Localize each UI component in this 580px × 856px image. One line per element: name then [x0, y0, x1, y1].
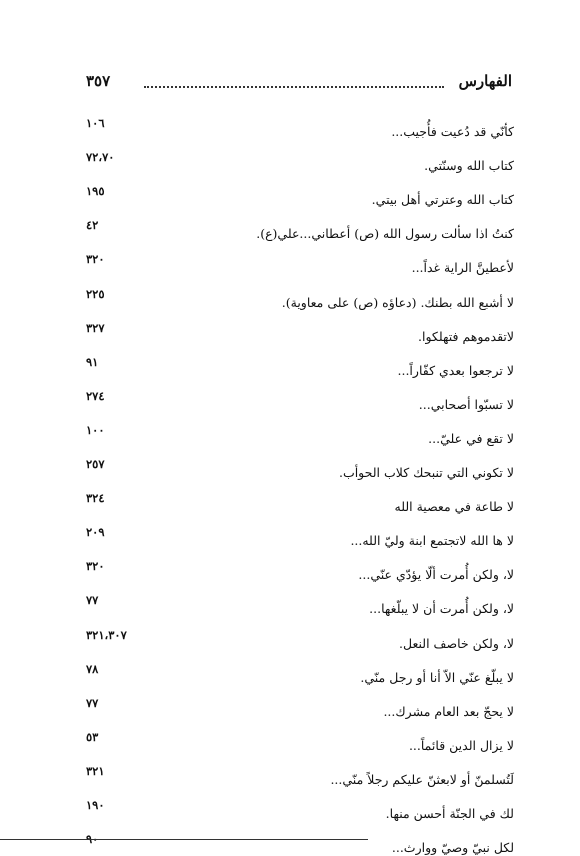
index-entry: [0, 764, 580, 788]
entry-page-number: ٣٢٧: [86, 320, 105, 335]
page-number: ٣٥٧: [86, 72, 111, 90]
entry-text: لأعطينَّ الراية غداً...: [411, 260, 514, 276]
index-entry: [0, 832, 580, 856]
entry-page-number: ٧٧: [86, 695, 99, 710]
entry-page-number: ٢٠٩: [86, 525, 105, 540]
entry-page-number: ١٩٥: [86, 184, 105, 199]
entry-page-number: ٣٢٠: [86, 252, 105, 267]
index-entry: [0, 593, 580, 617]
entry-text: لا، ولكن خاصف النعل.: [399, 635, 514, 651]
index-entry: [0, 287, 580, 311]
entry-page-number: ٣٢٠: [86, 559, 105, 574]
entry-text: لا يبلّغ عنّي الاّ أنا أو رجل منّي.: [360, 669, 514, 685]
index-entry: [0, 116, 580, 140]
entry-text: لا تكوني التي تنبحك كلاب الحوأب.: [338, 465, 514, 480]
entry-page-number: ٧٢،٧٠: [86, 150, 115, 165]
index-entry: [0, 321, 580, 345]
entry-text: لكل نبيّ وصيّ ووارث...: [391, 840, 514, 856]
entry-text: لا، ولكن أُمرت ألّا يؤدّي عنّي...: [358, 567, 514, 583]
entry-page-number: ١٩٠: [86, 798, 105, 812]
entry-text: كتاب الله وسنّتي.: [424, 158, 514, 174]
entry-text: لك في الجنّة أحسن منها.: [385, 806, 514, 821]
footer-rule: [0, 839, 368, 840]
entry-text: لا ها الله لاتجتمع ابنة وليّ الله...: [350, 533, 514, 549]
entry-text: لا أشبع الله بطنك. (دعاؤه (ص) على معاوية).: [281, 294, 514, 310]
index-entry: [0, 491, 580, 515]
entry-page-number: ٣٢٤: [86, 491, 105, 506]
index-entry: [0, 423, 580, 447]
entry-text: لا ترجعوا بعدي كفّاراً...: [397, 362, 514, 378]
entry-page-number: ١٠٠: [86, 422, 105, 437]
index-entry: [0, 457, 580, 481]
entry-text: كنتُ اذا سألت رسول الله (ص) أعطاني...علي(ع).: [256, 226, 514, 242]
index-entry: [0, 696, 580, 720]
entry-page-number: ٢٥٧: [86, 457, 105, 471]
index-entry: [0, 798, 580, 822]
index-entry: [0, 252, 580, 276]
index-entry: [0, 355, 580, 379]
entry-page-number: ١٠٦: [86, 116, 105, 130]
entry-text: لاتقدموهم فتهلكوا.: [418, 328, 514, 344]
index-entry: [0, 218, 580, 242]
entry-text: لا يزال الدين قائماً...: [408, 737, 514, 753]
entry-page-number: ٧٨: [86, 661, 99, 676]
entry-text: كتاب الله وعترتي أهل بيتي.: [371, 192, 514, 208]
entry-text: لا تسبّوا أصحابي...: [418, 396, 514, 412]
entry-text: لا يحجّ بعد العام مشرك...: [383, 703, 514, 719]
entry-page-number: ٩٠: [86, 832, 99, 847]
index-entry: [0, 730, 580, 754]
index-entry: [0, 525, 580, 549]
entry-page-number: ٣٢١،٣٠٧: [86, 627, 127, 642]
entry-page-number: ٢٢٥: [86, 286, 105, 301]
index-entry: [0, 184, 580, 208]
index-entry: [0, 628, 580, 652]
index-entry: [0, 150, 580, 174]
entry-page-number: ٤٢: [86, 218, 99, 233]
leader-dots: [144, 86, 444, 88]
entry-page-number: ٣٢١: [86, 763, 105, 778]
entry-text: لَتُسلمنّ أو لابعثنّ عليكم رجلاً منّي...: [330, 771, 514, 787]
index-entry: [0, 662, 580, 686]
entry-text: لا طاعة في معصية الله: [394, 499, 514, 515]
entry-text: لا تقع في عليّ...: [428, 430, 514, 446]
entry-text: كأنّي قد دُعيت فأُجيب...: [391, 124, 514, 139]
entry-page-number: ٩١: [86, 354, 99, 369]
entry-text: لا، ولكن أُمرت أن لا يبلّغها...: [369, 601, 514, 617]
entry-page-number: ٧٧: [86, 593, 99, 608]
page-header: [86, 72, 512, 96]
entry-page-number: ٥٣: [86, 729, 99, 744]
index-entry: [0, 559, 580, 583]
running-title: الفهارس: [458, 72, 512, 90]
entry-page-number: ٢٧٤: [86, 388, 105, 403]
index-entry: [0, 389, 580, 413]
